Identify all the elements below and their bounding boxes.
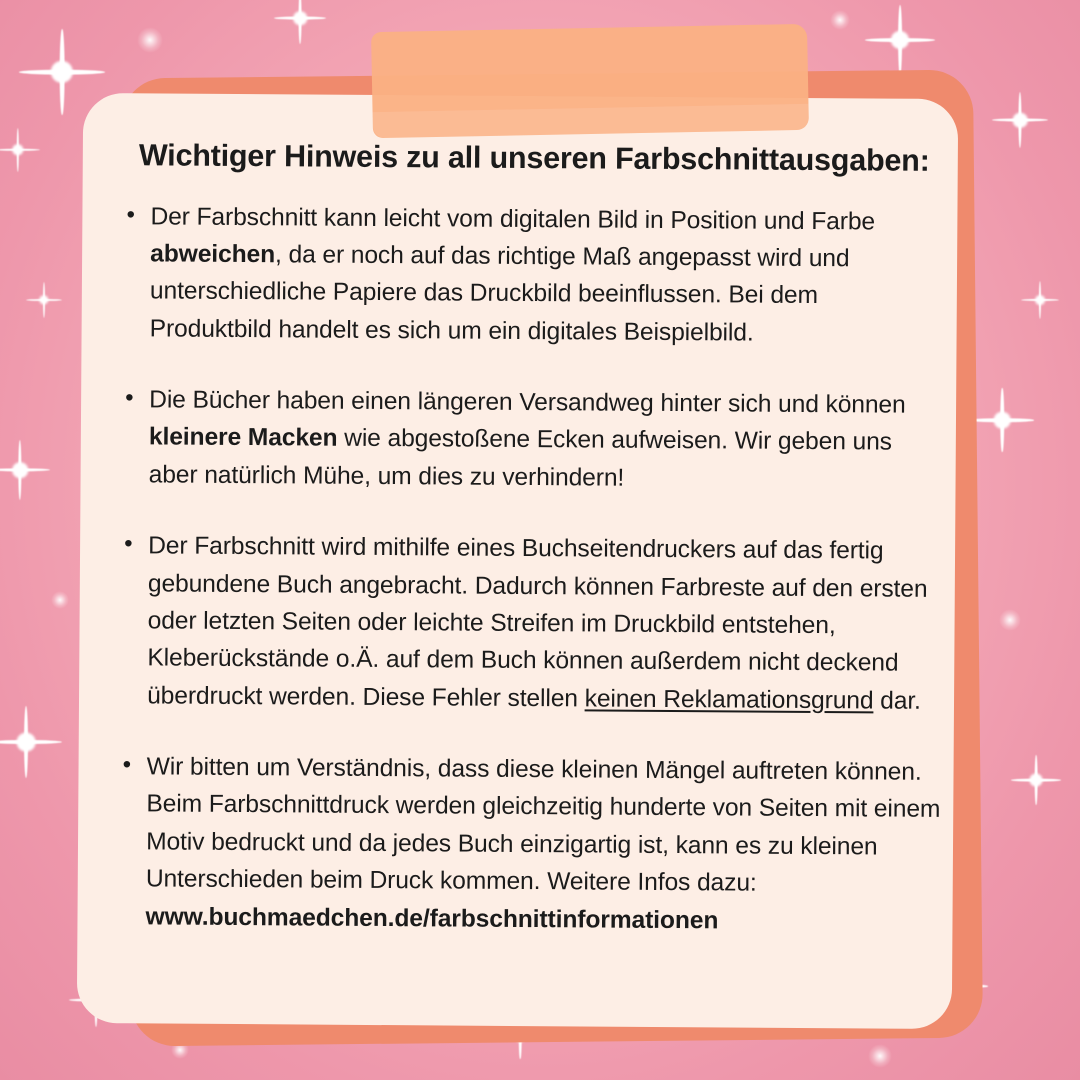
glow-dot-top-left — [137, 27, 163, 53]
sparkle-left-lower — [0, 706, 62, 778]
glow-dot-right — [999, 609, 1021, 631]
sparkle-right-upper — [1021, 281, 1059, 319]
sparkle-right-mid — [970, 388, 1034, 452]
sparkle-right-lower — [1011, 755, 1061, 805]
glow-dot-top-right — [830, 10, 850, 30]
body-text: , da er noch auf das richtige Maß angepasst wird und unterschiedliche Papiere das Druckbild beeinflussen. Bei dem Produktbild handelt es sich um ein digitales Beispielbild. — [149, 241, 850, 347]
sparkle-top-right — [865, 5, 935, 75]
body-text: Die Bücher haben einen längeren Versandweg hinter sich und können — [149, 386, 906, 419]
emphasis-text: kleinere Macken — [148, 423, 338, 453]
glow-dot-bottom-right — [868, 1044, 892, 1068]
sparkle-left-mid — [0, 440, 50, 500]
bullet-buchseitendrucker — [111, 527, 942, 720]
sparkle-left-upper — [26, 282, 62, 318]
tape-strip-decoration — [371, 24, 809, 138]
bullet-versandweg-macken — [113, 381, 944, 499]
body-text: Der Farbschnitt kann leicht vom digitalen Bild in Position und Farbe — [150, 202, 876, 236]
note-content — [109, 137, 945, 1013]
bullet-verstaendnis-infos — [109, 748, 940, 941]
sparkle-top-right-edge — [992, 92, 1048, 148]
body-text: Wir bitten um Verständnis, dass diese kleinen Mängel auftreten können. Beim Farbschnittdruck werden gleichzeitig hunderte von Seiten mit einem Motiv bedruckt und da jedes Buch einzigartig ist, kann es zu kleinen Unterschieden beim Druck kommen. Weitere Infos dazu: — [145, 753, 941, 897]
emphasis-text: abweichen — [150, 240, 276, 269]
sparkle-top-center — [274, 0, 326, 44]
page-title: Wichtiger Hinweis zu all unseren Farbschnittausgaben: — [138, 138, 930, 178]
underlined-text: keinen Reklamationsgrund — [584, 685, 874, 715]
glow-dot-left — [51, 591, 69, 609]
emphasis-text: www.buchmaedchen.de/farbschnittinformationen — [145, 902, 719, 934]
notice-list — [109, 198, 944, 941]
bullet-farbschnitt-abweichung — [114, 198, 945, 353]
body-text: Der Farbschnitt wird mithilfe eines Buchseitendruckers auf das fertig gebundene Buch angebracht. Dadurch können Farbreste auf den ersten oder letzten Seiten oder leichte Streifen im Druckbild entstehen, Kleberückstände o.Ä. auf dem Buch können außerdem nicht deckend überdruckt werden. Diese Fehler stellen — [147, 532, 928, 713]
body-text: wie abgestoßene Ecken aufweisen. Wir geben uns aber natürlich Mühe, um dies zu verhindern! — [148, 425, 893, 492]
sparkle-top-left — [19, 29, 105, 115]
body-text: dar. — [873, 687, 921, 715]
sparkle-top-left-small — [0, 128, 40, 172]
